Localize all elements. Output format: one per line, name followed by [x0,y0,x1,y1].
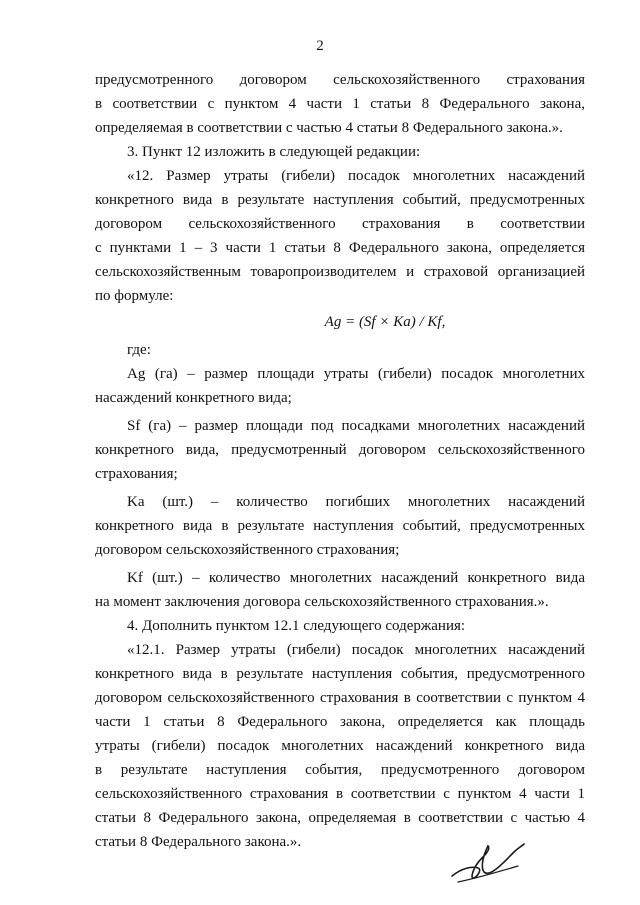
text-line: конкретного вида, предусмотренный договором сельскохозяйственного [95,442,585,458]
definition-ag [95,362,585,410]
text-line: предусмотренного договором сельскохозяйственного страхования [95,72,585,88]
text-line: на момент заключения договора сельскохозяйственного страхования.». [95,594,549,610]
text-line: сельскохозяйственного страхования в соответствии с пунктом 4 части 1 [95,786,585,802]
item-3-heading: 3. Пункт 12 изложить в следующей редакции: [127,144,421,160]
item-12-1-paragraph [95,638,585,854]
text-line: договором сельскохозяйственного страхования; [95,542,400,558]
formula: Ag = (Sf × Ka) / Kf, [324,314,446,330]
text-line: статьи 8 Федерального закона, определяемая в соответствии с частью 4 [95,810,585,826]
text-line: Ka (шт.) – количество погибших многолетних насаждений [127,494,585,510]
where-label: где: [127,342,151,358]
definition-sf [95,414,585,486]
text-line: конкретного вида в результате наступления события, предусмотренного [95,666,585,682]
document-body [95,68,585,854]
text-line: Sf (га) – размер площади под посадками многолетних насаждений [127,418,585,434]
text-line: с пунктами 1 – 3 части 1 статьи 8 Федерального закона, определяется [95,240,585,256]
text-line: по формуле: [95,288,174,304]
text-line: в результате наступления события, предусмотренного договором [95,762,585,778]
text-line: сельскохозяйственным товаропроизводителем и страховой организацией [95,264,585,280]
text-line: насаждений конкретного вида; [95,390,292,406]
handwritten-signature [448,838,528,888]
text-line: Ag (га) – размер площади утраты (гибели) посадок многолетних [127,366,585,382]
definition-kf [95,566,585,614]
paragraph-continuation [95,68,585,140]
text-line: страхования; [95,466,178,482]
text-line: конкретного вида в результате наступления событий, предусмотренных [95,192,585,208]
definition-ka [95,490,585,562]
text-line: части 1 статьи 8 Федерального закона, определяется как площадь [95,714,585,730]
item-4-heading: 4. Дополнить пунктом 12.1 следующего содержания: [127,618,466,634]
text-line: определяемая в соответствии с частью 4 статьи 8 Федерального закона.». [95,120,563,136]
text-line: статьи 8 Федерального закона.». [95,834,302,850]
page-number: 2 [316,38,324,54]
text-line: «12.1. Размер утраты (гибели) посадок многолетних насаждений [127,642,585,658]
text-line: конкретного вида в результате наступления событий, предусмотренных [95,518,585,534]
text-line: в соответствии с пунктом 4 части 1 статьи 8 Федерального закона, [95,96,585,112]
item-12-paragraph [95,164,585,308]
text-line: утраты (гибели) посадок многолетних насаждений конкретного вида [95,738,585,754]
text-line: «12. Размер утраты (гибели) посадок многолетних насаждений [127,168,585,184]
text-line: договором сельскохозяйственного страхования в соответствии с пунктом 4 [95,690,585,706]
text-line: Kf (шт.) – количество многолетних насаждений конкретного вида [127,570,585,586]
text-line: договором сельскохозяйственного страхования в соответствии [95,216,585,232]
